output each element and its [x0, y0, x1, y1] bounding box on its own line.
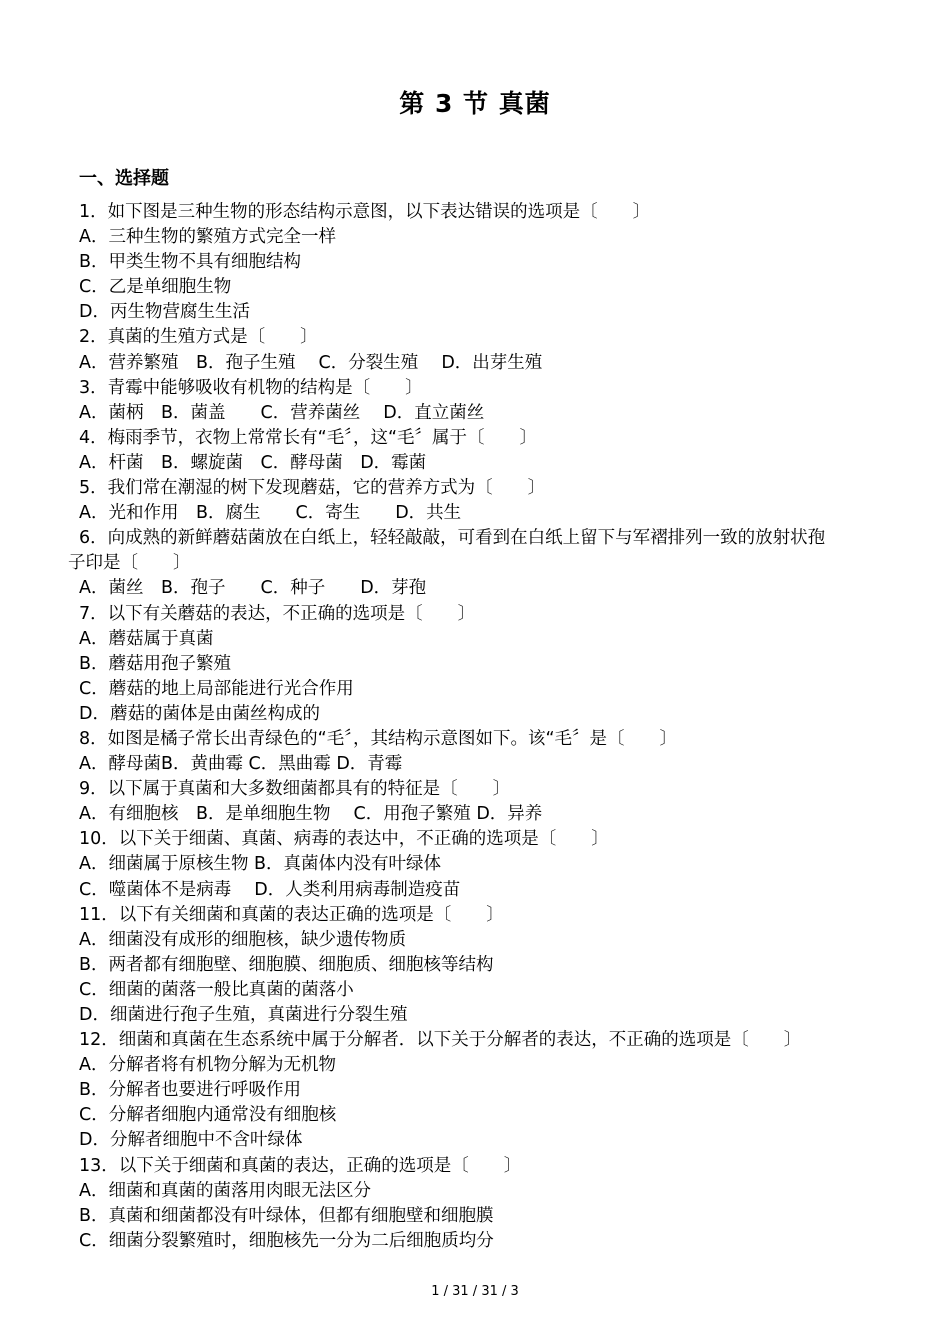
text-line: 2．真菌的生殖方式是〔 〕: [79, 327, 318, 348]
text-line: D．蘑菇的菌体是由菌丝构成的: [79, 703, 320, 724]
text-line: D．分解者细胞中不含叶绿体: [79, 1130, 303, 1151]
text-line: A．菌丝 B．孢子 C．种子 D．芽孢: [79, 578, 427, 599]
text-line: A．光和作用 B．腐生 C．寄生 D．共生: [79, 503, 462, 524]
question-list: [68, 200, 889, 1254]
text-line: C．蘑菇的地上局部能进行光合作用: [79, 678, 354, 699]
text-line: B．真菌和细菌都没有叶绿体，但都有细胞壁和细胞膜: [79, 1205, 494, 1226]
page-title: 第 3 节 真菌: [399, 89, 551, 118]
text-line: 11．以下有关细菌和真菌的表达正确的选项是〔 〕: [79, 904, 504, 925]
text-line: 13．以下关于细菌和真菌的表达，正确的选项是〔 〕: [79, 1155, 522, 1176]
text-line: A．分解者将有机物分解为无机物: [79, 1055, 336, 1076]
text-line: 4．梅雨季节，衣物上常常长有“毛〞，这“毛〞属于〔 〕: [79, 427, 538, 448]
text-line: 3．青霉中能够吸收有机物的结构是〔 〕: [79, 377, 423, 398]
text-line: A．细菌和真菌的菌落用肉眼无法区分: [79, 1180, 371, 1201]
text-line: C．分解者细胞内通常没有细胞核: [79, 1105, 337, 1126]
text-line: 6．向成熟的新鲜蘑菇菌放在白纸上，轻轻敲敲，可看到在白纸上留下与军褶排列一致的放射状孢: [79, 528, 826, 549]
text-line: B．分解者也要进行呼吸作用: [79, 1080, 302, 1101]
text-line: D．丙生物营腐生生活: [79, 302, 250, 323]
text-line: C．细菌分裂繁殖时，细胞核先一分为二后细胞质均分: [79, 1230, 494, 1251]
text-line: A．细菌属于原核生物 B．真菌体内没有叶绿体: [79, 854, 442, 875]
text-line: A．杆菌 B．螺旋菌 C．酵母菌 D．霉菌: [79, 452, 427, 473]
text-line: B．甲类生物不具有细胞结构: [79, 252, 302, 273]
text-line: A．有细胞核 B．是单细胞生物 C．用孢子繁殖 D．异养: [79, 804, 543, 825]
text-line: 7．以下有关蘑菇的表达，不正确的选项是〔 〕: [79, 603, 476, 624]
text-line: C．噬菌体不是病毒 D．人类利用病毒制造疫苗: [79, 879, 461, 900]
text-line: A．蘑菇属于真菌: [79, 628, 214, 649]
text-line: A．酵母菌B．黄曲霉 C．黑曲霉 D．青霉: [79, 754, 403, 775]
text-line: D．细菌进行孢子生殖，真菌进行分裂生殖: [79, 1005, 408, 1025]
text-line: A．营养繁殖 B．孢子生殖 C．分裂生殖 D．出芽生殖: [79, 352, 543, 373]
text-line: 9．以下属于真菌和大多数细菌都具有的特征是〔 〕: [79, 779, 511, 800]
text-line: 12．细菌和真菌在生态系统中属于分解者．以下关于分解者的表达，不正确的选项是〔 〕: [79, 1030, 802, 1051]
text-line: B．两者都有细胞壁、细胞膜、细胞质、细胞核等结构: [79, 954, 494, 975]
text-line: 1．如下图是三种生物的形态结构示意图，以下表达错误的选项是〔 〕: [79, 202, 651, 222]
text-line: A．细菌没有成形的细胞核，缺少遗传物质: [79, 929, 406, 950]
text-line: B．蘑菇用孢子繁殖: [79, 653, 232, 674]
text-line: 5．我们常在潮湿的树下发现蘑菇，它的营养方式为〔 〕: [79, 478, 546, 499]
text-line: 8．如图是橘子常长出青绿色的“毛〞，其结构示意图如下。该“毛〞是〔 〕: [79, 728, 678, 749]
text-line: A．菌柄 B．菌盖 C．营养菌丝 D．直立菌丝: [79, 402, 485, 423]
text-line: C．细菌的菌落一般比真菌的菌落小: [79, 979, 354, 1000]
text-line-wrap: 子印是〔 〕: [68, 553, 191, 574]
section-heading: 一、选择题: [79, 168, 169, 189]
text-line: C．乙是单细胞生物: [79, 277, 232, 298]
text-line: 10．以下关于细菌、真菌、病毒的表达中，不正确的选项是〔 〕: [79, 829, 609, 850]
text-line: A．三种生物的繁殖方式完全一样: [79, 227, 336, 248]
page-footer: 1 / 31 / 31 / 3: [431, 1284, 519, 1299]
